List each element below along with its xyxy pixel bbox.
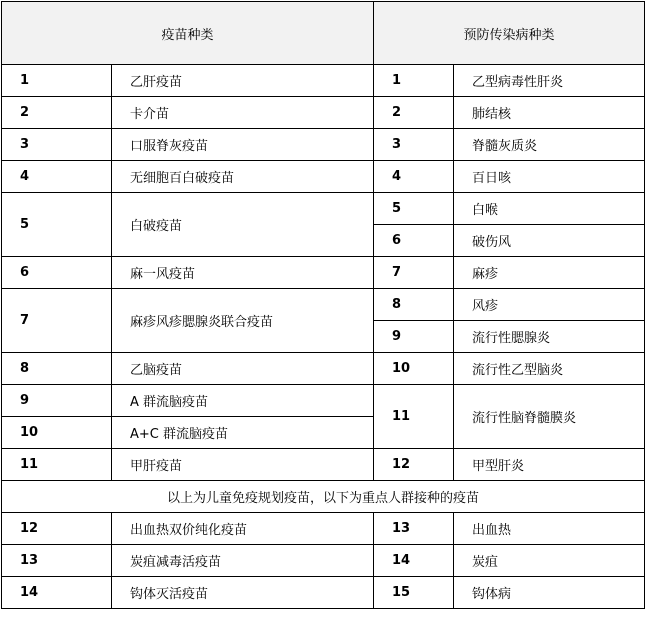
disease-number: 10 [374, 353, 454, 385]
vaccine-number: 3 [2, 129, 112, 161]
vaccine-name: 麻一风疫苗 [112, 257, 374, 289]
disease-name: 甲型肝炎 [454, 449, 645, 481]
table-row [2, 257, 645, 289]
vaccine-table [1, 1, 645, 609]
disease-number: 6 [374, 225, 454, 257]
vaccine-number: 10 [2, 417, 112, 449]
vaccine-name: 出血热双价纯化疫苗 [112, 513, 374, 545]
table-row [2, 385, 645, 417]
disease-name: 乙型病毒性肝炎 [454, 65, 645, 97]
vaccine-number: 7 [2, 289, 112, 353]
disease-number: 14 [374, 545, 454, 577]
vaccine-name: A+C 群流脑疫苗 [112, 417, 374, 449]
table-row [2, 449, 645, 481]
disease-name: 麻疹 [454, 257, 645, 289]
table-header-row [2, 2, 645, 65]
vaccine-number: 9 [2, 385, 112, 417]
vaccine-number: 11 [2, 449, 112, 481]
vaccine-name: 乙脑疫苗 [112, 353, 374, 385]
vaccine-name: 卡介苗 [112, 97, 374, 129]
disease-name: 钩体病 [454, 577, 645, 609]
vaccine-number: 14 [2, 577, 112, 609]
table-row [2, 289, 645, 321]
vaccine-name: 乙肝疫苗 [112, 65, 374, 97]
table-row [2, 65, 645, 97]
table-row [2, 129, 645, 161]
vaccine-number: 4 [2, 161, 112, 193]
disease-name: 肺结核 [454, 97, 645, 129]
vaccine-number: 8 [2, 353, 112, 385]
disease-number: 7 [374, 257, 454, 289]
disease-number: 4 [374, 161, 454, 193]
table-row [2, 513, 645, 545]
disease-number: 11 [374, 385, 454, 449]
vaccine-number: 13 [2, 545, 112, 577]
vaccine-number: 5 [2, 193, 112, 257]
vaccine-name: 甲肝疫苗 [112, 449, 374, 481]
disease-name: 流行性脑脊髓膜炎 [454, 385, 645, 449]
disease-number: 2 [374, 97, 454, 129]
disease-name: 风疹 [454, 289, 645, 321]
vaccine-name: A 群流脑疫苗 [112, 385, 374, 417]
disease-name: 白喉 [454, 193, 645, 225]
vaccine-name: 麻疹风疹腮腺炎联合疫苗 [112, 289, 374, 353]
disease-number: 5 [374, 193, 454, 225]
vaccine-name: 白破疫苗 [112, 193, 374, 257]
disease-number: 12 [374, 449, 454, 481]
vaccine-name: 口服脊灰疫苗 [112, 129, 374, 161]
disease-number: 13 [374, 513, 454, 545]
disease-name: 流行性乙型脑炎 [454, 353, 645, 385]
disease-name: 出血热 [454, 513, 645, 545]
separator-row [2, 481, 645, 513]
vaccine-number: 1 [2, 65, 112, 97]
disease-number: 3 [374, 129, 454, 161]
table-row [2, 161, 645, 193]
disease-name: 炭疽 [454, 545, 645, 577]
header-disease-type: 预防传染病种类 [374, 2, 645, 65]
disease-number: 15 [374, 577, 454, 609]
disease-number: 9 [374, 321, 454, 353]
table-row [2, 545, 645, 577]
vaccine-name: 钩体灭活疫苗 [112, 577, 374, 609]
disease-name: 百日咳 [454, 161, 645, 193]
vaccine-number: 6 [2, 257, 112, 289]
table-row [2, 97, 645, 129]
disease-name: 破伤风 [454, 225, 645, 257]
disease-name: 脊髓灰质炎 [454, 129, 645, 161]
disease-number: 1 [374, 65, 454, 97]
disease-name: 流行性腮腺炎 [454, 321, 645, 353]
vaccine-name: 炭疽减毒活疫苗 [112, 545, 374, 577]
separator-note: 以上为儿童免疫规划疫苗，以下为重点人群接种的疫苗 [2, 481, 645, 513]
vaccine-number: 2 [2, 97, 112, 129]
table-row [2, 577, 645, 609]
vaccine-number: 12 [2, 513, 112, 545]
vaccine-name: 无细胞百白破疫苗 [112, 161, 374, 193]
table-row [2, 193, 645, 225]
disease-number: 8 [374, 289, 454, 321]
header-vaccine-type: 疫苗种类 [2, 2, 374, 65]
table-row [2, 353, 645, 385]
